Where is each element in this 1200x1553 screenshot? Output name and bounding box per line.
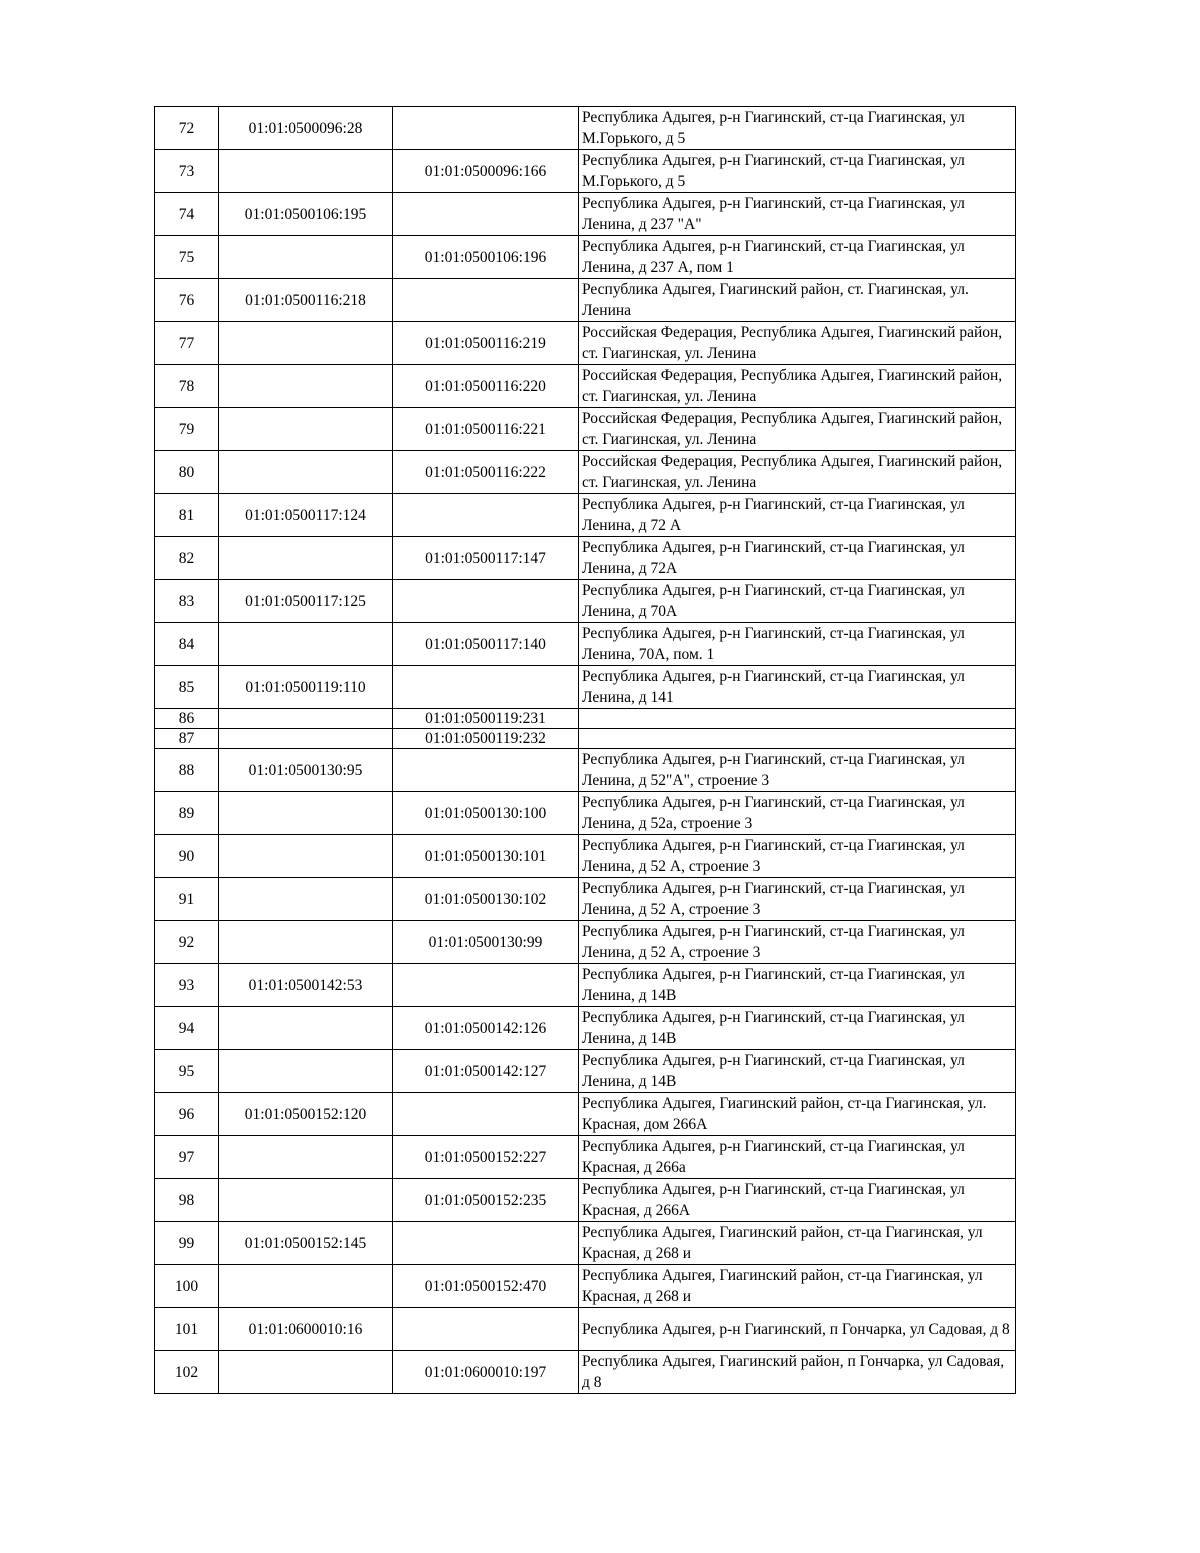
address-cell [579, 729, 1016, 749]
building-cadastral-number-cell: 01:01:0500116:221 [393, 408, 579, 451]
row-number-cell: 94 [155, 1007, 219, 1050]
building-cadastral-number-cell [393, 1308, 579, 1351]
building-cadastral-number-cell: 01:01:0500130:99 [393, 921, 579, 964]
table-row [155, 494, 1016, 537]
row-number-cell: 72 [155, 107, 219, 150]
table-row [155, 878, 1016, 921]
table-row [155, 107, 1016, 150]
address-cell: Республика Адыгея, р-н Гиагинский, ст-ца Гиагинская, ул Ленина, д 72 А [579, 494, 1016, 537]
land-cadastral-number-cell [219, 792, 393, 835]
table-row [155, 1351, 1016, 1394]
address-cell: Республика Адыгея, р-н Гиагинский, п Гончарка, ул Садовая, д 8 [579, 1308, 1016, 1351]
address-cell: Республика Адыгея, р-н Гиагинский, ст-ца Гиагинская, ул М.Горького, д 5 [579, 107, 1016, 150]
land-cadastral-number-cell [219, 1007, 393, 1050]
building-cadastral-number-cell: 01:01:0500119:232 [393, 729, 579, 749]
building-cadastral-number-cell: 01:01:0500116:222 [393, 451, 579, 494]
row-number-cell: 75 [155, 236, 219, 279]
building-cadastral-number-cell [393, 666, 579, 709]
address-cell: Республика Адыгея, Гиагинский район, ст-ца Гиагинская, ул Красная, д 268 и [579, 1222, 1016, 1265]
table-row [155, 1222, 1016, 1265]
table-row [155, 537, 1016, 580]
building-cadastral-number-cell: 01:01:0500106:196 [393, 236, 579, 279]
row-number-cell: 80 [155, 451, 219, 494]
row-number-cell: 84 [155, 623, 219, 666]
table-row [155, 1308, 1016, 1351]
land-cadastral-number-cell [219, 236, 393, 279]
land-cadastral-number-cell [219, 1050, 393, 1093]
land-cadastral-number-cell [219, 1136, 393, 1179]
table-row [155, 451, 1016, 494]
building-cadastral-number-cell [393, 1222, 579, 1265]
land-cadastral-number-cell [219, 322, 393, 365]
row-number-cell: 99 [155, 1222, 219, 1265]
building-cadastral-number-cell [393, 964, 579, 1007]
building-cadastral-number-cell [393, 749, 579, 792]
land-cadastral-number-cell [219, 729, 393, 749]
table-row [155, 964, 1016, 1007]
building-cadastral-number-cell: 01:01:0500119:231 [393, 709, 579, 729]
table-row [155, 1007, 1016, 1050]
row-number-cell: 92 [155, 921, 219, 964]
table-row [155, 1265, 1016, 1308]
land-cadastral-number-cell: 01:01:0500106:195 [219, 193, 393, 236]
row-number-cell: 78 [155, 365, 219, 408]
row-number-cell: 100 [155, 1265, 219, 1308]
row-number-cell: 87 [155, 729, 219, 749]
address-cell: Российская Федерация, Республика Адыгея, Гиагинский район, ст. Гиагинская, ул. Ленина [579, 408, 1016, 451]
row-number-cell: 85 [155, 666, 219, 709]
building-cadastral-number-cell: 01:01:0500152:470 [393, 1265, 579, 1308]
table-row [155, 1093, 1016, 1136]
row-number-cell: 96 [155, 1093, 219, 1136]
land-cadastral-number-cell: 01:01:0500117:125 [219, 580, 393, 623]
address-cell: Республика Адыгея, р-н Гиагинский, ст-ца Гиагинская, ул Ленина, д 237 А, пом 1 [579, 236, 1016, 279]
row-number-cell: 95 [155, 1050, 219, 1093]
land-cadastral-number-cell [219, 1179, 393, 1222]
table-row [155, 365, 1016, 408]
row-number-cell: 91 [155, 878, 219, 921]
row-number-cell: 76 [155, 279, 219, 322]
building-cadastral-number-cell: 01:01:0500096:166 [393, 150, 579, 193]
land-cadastral-number-cell [219, 365, 393, 408]
address-cell: Российская Федерация, Республика Адыгея, Гиагинский район, ст. Гиагинская, ул. Ленина [579, 365, 1016, 408]
address-cell: Республика Адыгея, р-н Гиагинский, ст-ца Гиагинская, ул Ленина, д 14В [579, 1007, 1016, 1050]
address-cell: Республика Адыгея, р-н Гиагинский, ст-ца Гиагинская, ул Ленина, д 14В [579, 1050, 1016, 1093]
table-row [155, 150, 1016, 193]
table-row [155, 1050, 1016, 1093]
address-cell: Республика Адыгея, р-н Гиагинский, ст-ца Гиагинская, ул Ленина, д 237 "А" [579, 193, 1016, 236]
table-row [155, 279, 1016, 322]
land-cadastral-number-cell: 01:01:0600010:16 [219, 1308, 393, 1351]
land-cadastral-number-cell [219, 150, 393, 193]
row-number-cell: 89 [155, 792, 219, 835]
address-cell: Республика Адыгея, Гиагинский район, ст-ца Гиагинская, ул Красная, д 268 и [579, 1265, 1016, 1308]
land-cadastral-number-cell [219, 1265, 393, 1308]
row-number-cell: 102 [155, 1351, 219, 1394]
address-cell: Республика Адыгея, р-н Гиагинский, ст-ца Гиагинская, ул Ленина, д 70А [579, 580, 1016, 623]
building-cadastral-number-cell: 01:01:0500152:227 [393, 1136, 579, 1179]
building-cadastral-number-cell: 01:01:0500142:126 [393, 1007, 579, 1050]
building-cadastral-number-cell [393, 494, 579, 537]
table-row [155, 580, 1016, 623]
land-cadastral-number-cell [219, 878, 393, 921]
row-number-cell: 93 [155, 964, 219, 1007]
row-number-cell: 88 [155, 749, 219, 792]
address-cell: Республика Адыгея, р-н Гиагинский, ст-ца Гиагинская, ул Ленина, д 52 А, строение 3 [579, 878, 1016, 921]
property-table-body [155, 107, 1016, 1394]
table-row [155, 666, 1016, 709]
land-cadastral-number-cell [219, 537, 393, 580]
land-cadastral-number-cell [219, 408, 393, 451]
address-cell [579, 709, 1016, 729]
table-row [155, 792, 1016, 835]
address-cell: Республика Адыгея, р-н Гиагинский, ст-ца Гиагинская, ул Ленина, д 52 А, строение 3 [579, 921, 1016, 964]
address-cell: Российская Федерация, Республика Адыгея, Гиагинский район, ст. Гиагинская, ул. Ленина [579, 322, 1016, 365]
table-row [155, 709, 1016, 729]
row-number-cell: 83 [155, 580, 219, 623]
table-row [155, 749, 1016, 792]
table-row [155, 193, 1016, 236]
address-cell: Республика Адыгея, р-н Гиагинский, ст-ца Гиагинская, ул Красная, д 266А [579, 1179, 1016, 1222]
land-cadastral-number-cell: 01:01:0500152:120 [219, 1093, 393, 1136]
row-number-cell: 90 [155, 835, 219, 878]
row-number-cell: 79 [155, 408, 219, 451]
row-number-cell: 77 [155, 322, 219, 365]
address-cell: Республика Адыгея, р-н Гиагинский, ст-ца Гиагинская, ул М.Горького, д 5 [579, 150, 1016, 193]
row-number-cell: 98 [155, 1179, 219, 1222]
land-cadastral-number-cell: 01:01:0500152:145 [219, 1222, 393, 1265]
building-cadastral-number-cell: 01:01:0500116:220 [393, 365, 579, 408]
table-row [155, 623, 1016, 666]
row-number-cell: 101 [155, 1308, 219, 1351]
land-cadastral-number-cell [219, 623, 393, 666]
building-cadastral-number-cell: 01:01:0500130:102 [393, 878, 579, 921]
address-cell: Республика Адыгея, р-н Гиагинский, ст-ца Гиагинская, ул Ленина, д 52 А, строение 3 [579, 835, 1016, 878]
land-cadastral-number-cell: 01:01:0500117:124 [219, 494, 393, 537]
land-cadastral-number-cell: 01:01:0500096:28 [219, 107, 393, 150]
building-cadastral-number-cell [393, 279, 579, 322]
property-table [154, 106, 1016, 1394]
address-cell: Республика Адыгея, Гиагинский район, п Гончарка, ул Садовая, д 8 [579, 1351, 1016, 1394]
land-cadastral-number-cell: 01:01:0500116:218 [219, 279, 393, 322]
address-cell: Республика Адыгея, р-н Гиагинский, ст-ца Гиагинская, ул Ленина, 70А, пом. 1 [579, 623, 1016, 666]
address-cell: Республика Адыгея, р-н Гиагинский, ст-ца Гиагинская, ул Ленина, д 14В [579, 964, 1016, 1007]
building-cadastral-number-cell: 01:01:0500142:127 [393, 1050, 579, 1093]
land-cadastral-number-cell [219, 709, 393, 729]
building-cadastral-number-cell [393, 580, 579, 623]
land-cadastral-number-cell [219, 1351, 393, 1394]
table-row [155, 921, 1016, 964]
table-row [155, 408, 1016, 451]
address-cell: Республика Адыгея, р-н Гиагинский, ст-ца Гиагинская, ул Ленина, д 141 [579, 666, 1016, 709]
table-row [155, 322, 1016, 365]
row-number-cell: 86 [155, 709, 219, 729]
address-cell: Республика Адыгея, р-н Гиагинский, ст-ца Гиагинская, ул Красная, д 266а [579, 1136, 1016, 1179]
address-cell: Республика Адыгея, р-н Гиагинский, ст-ца Гиагинская, ул Ленина, д 52"А", строение 3 [579, 749, 1016, 792]
building-cadastral-number-cell: 01:01:0500117:147 [393, 537, 579, 580]
address-cell: Республика Адыгея, р-н Гиагинский, ст-ца Гиагинская, ул Ленина, д 72А [579, 537, 1016, 580]
row-number-cell: 97 [155, 1136, 219, 1179]
land-cadastral-number-cell [219, 921, 393, 964]
building-cadastral-number-cell: 01:01:0500117:140 [393, 623, 579, 666]
address-cell: Республика Адыгея, Гиагинский район, ст. Гиагинская, ул. Ленина [579, 279, 1016, 322]
building-cadastral-number-cell: 01:01:0500130:101 [393, 835, 579, 878]
address-cell: Республика Адыгея, Гиагинский район, ст-ца Гиагинская, ул. Красная, дом 266А [579, 1093, 1016, 1136]
land-cadastral-number-cell: 01:01:0500142:53 [219, 964, 393, 1007]
building-cadastral-number-cell [393, 1093, 579, 1136]
address-cell: Российская Федерация, Республика Адыгея, Гиагинский район, ст. Гиагинская, ул. Ленина [579, 451, 1016, 494]
building-cadastral-number-cell [393, 193, 579, 236]
land-cadastral-number-cell: 01:01:0500130:95 [219, 749, 393, 792]
building-cadastral-number-cell: 01:01:0500116:219 [393, 322, 579, 365]
land-cadastral-number-cell [219, 835, 393, 878]
table-row [155, 729, 1016, 749]
row-number-cell: 81 [155, 494, 219, 537]
land-cadastral-number-cell [219, 451, 393, 494]
table-row [155, 1136, 1016, 1179]
table-row [155, 835, 1016, 878]
building-cadastral-number-cell: 01:01:0500130:100 [393, 792, 579, 835]
building-cadastral-number-cell: 01:01:0500152:235 [393, 1179, 579, 1222]
row-number-cell: 73 [155, 150, 219, 193]
table-row [155, 236, 1016, 279]
table-row [155, 1179, 1016, 1222]
address-cell: Республика Адыгея, р-н Гиагинский, ст-ца Гиагинская, ул Ленина, д 52а, строение 3 [579, 792, 1016, 835]
row-number-cell: 82 [155, 537, 219, 580]
row-number-cell: 74 [155, 193, 219, 236]
land-cadastral-number-cell: 01:01:0500119:110 [219, 666, 393, 709]
building-cadastral-number-cell: 01:01:0600010:197 [393, 1351, 579, 1394]
building-cadastral-number-cell [393, 107, 579, 150]
